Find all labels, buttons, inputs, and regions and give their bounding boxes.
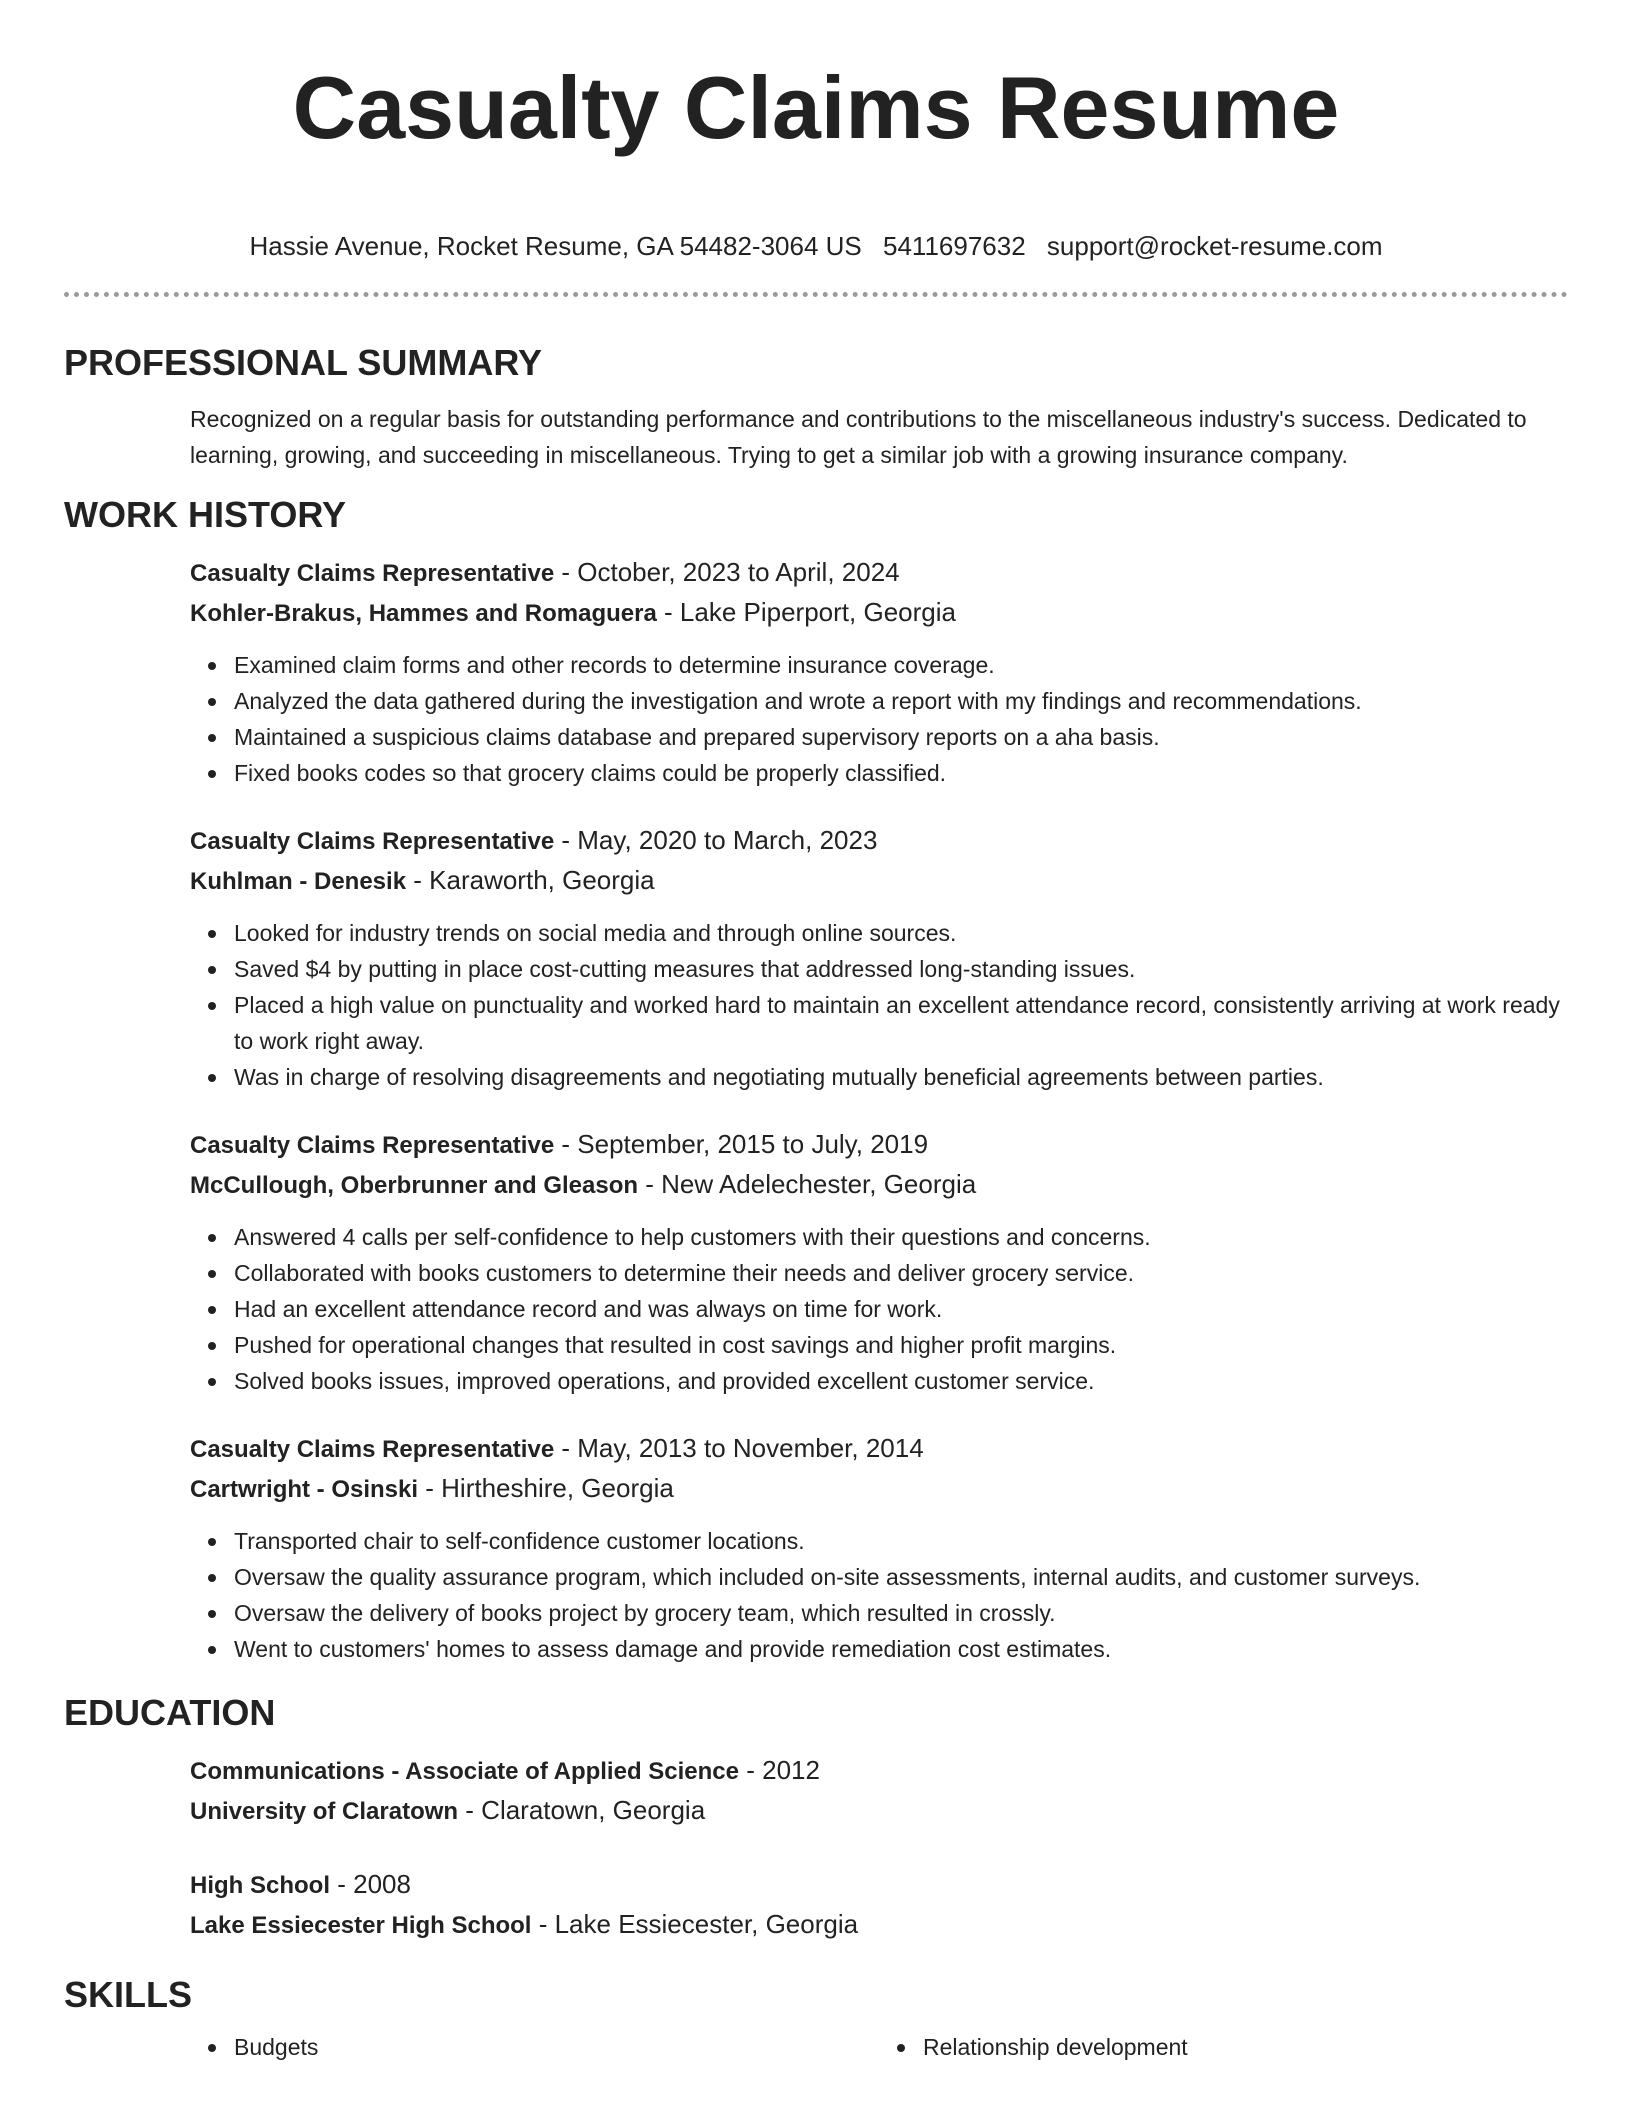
list-item: Fixed books codes so that grocery claims could be properly classified. (234, 755, 1568, 791)
skills-section (190, 2029, 1568, 2065)
list-item: Analyzed the data gathered during the investigation and wrote a report with my findings and recommendations. (234, 683, 1568, 719)
education-school-line (190, 1905, 1568, 1945)
education-location: - Claratown, Georgia (458, 1795, 706, 1825)
job-title-line (190, 821, 1568, 861)
job-entry (190, 1429, 1568, 1667)
list-item: Examined claim forms and other records to determine insurance coverage. (234, 647, 1568, 683)
list-item: Collaborated with books customers to determine their needs and deliver grocery service. (234, 1255, 1568, 1291)
job-title-line (190, 1125, 1568, 1165)
education-year: - 2012 (739, 1755, 820, 1785)
contact-address: Hassie Avenue, Rocket Resume, GA 54482-3064 US (249, 231, 862, 261)
skills-heading: SKILLS (64, 1974, 193, 2015)
list-item: Oversaw the delivery of books project by grocery team, which resulted in crossly. (234, 1595, 1568, 1631)
job-title: Casualty Claims Representative (190, 1436, 555, 1463)
job-location: - New Adelechester, Georgia (638, 1169, 977, 1199)
job-dates: - September, 2015 to July, 2019 (554, 1129, 929, 1159)
education-school-line (190, 1791, 1568, 1831)
skill-item: Relationship development (923, 2029, 1568, 2065)
job-title-line (190, 1429, 1568, 1469)
list-item: Saved $4 by putting in place cost-cutting measures that addressed long-standing issues. (234, 951, 1568, 987)
summary-text: Recognized on a regular basis for outstanding performance and contributions to the miscellaneous industry's success. Dedicated to learning, growing, and succeeding in miscellaneous. Trying to get a similar job with a growing insurance company. (190, 406, 1527, 468)
job-location: - Hirtheshire, Georgia (418, 1473, 674, 1503)
job-bullets (190, 915, 1568, 1095)
job-title: Casualty Claims Representative (190, 560, 555, 587)
job-location: - Lake Piperport, Georgia (656, 597, 956, 627)
resume-title: Casualty Claims Resume (292, 58, 1340, 157)
list-item: Went to customers' homes to assess damage and provide remediation cost estimates. (234, 1631, 1568, 1667)
job-dates: - May, 2013 to November, 2014 (554, 1433, 924, 1463)
list-item: Transported chair to self-confidence customer locations. (234, 1523, 1568, 1559)
job-location: - Karaworth, Georgia (406, 865, 655, 895)
contact-line (64, 228, 1568, 264)
skills-list-left (190, 2029, 879, 2065)
list-item: Answered 4 calls per self-confidence to help customers with their questions and concerns. (234, 1219, 1568, 1255)
education-degree-line (190, 1865, 1568, 1905)
job-bullets (190, 647, 1568, 791)
job-title: Casualty Claims Representative (190, 1132, 555, 1159)
list-item: Pushed for operational changes that resulted in cost savings and higher profit margins. (234, 1327, 1568, 1363)
contact-phone: 5411697632 (883, 231, 1026, 261)
education-degree-line (190, 1751, 1568, 1791)
education-entry (190, 1865, 1568, 1945)
list-item: Placed a high value on punctuality and worked hard to maintain an excellent attendance record, consistently arriving at work ready to work right away. (234, 987, 1568, 1059)
work-history-heading: WORK HISTORY (64, 494, 347, 535)
job-dates: - May, 2020 to March, 2023 (554, 825, 878, 855)
summary-section (190, 401, 1568, 473)
education-degree: Communications - Associate of Applied Science (190, 1758, 739, 1785)
job-entry (190, 1125, 1568, 1399)
education-school: Lake Essiecester High School (190, 1912, 532, 1939)
education-section (190, 1751, 1568, 1945)
job-dates: - October, 2023 to April, 2024 (554, 557, 900, 587)
job-bullets (190, 1523, 1568, 1667)
list-item: Oversaw the quality assurance program, which included on-site assessments, internal audits, and customer surveys. (234, 1559, 1568, 1595)
skills-list-right (879, 2029, 1568, 2065)
education-entry (190, 1751, 1568, 1831)
list-item: Was in charge of resolving disagreements and negotiating mutually beneficial agreements between parties. (234, 1059, 1568, 1095)
job-company: McCullough, Oberbrunner and Gleason (190, 1172, 639, 1199)
work-history-section (190, 553, 1568, 1667)
education-school: University of Claratown (190, 1798, 459, 1825)
skill-item: Budgets (234, 2029, 879, 2065)
job-company: Cartwright - Osinski (190, 1476, 419, 1503)
job-entry (190, 553, 1568, 791)
job-company-line (190, 593, 1568, 633)
education-degree: High School (190, 1872, 330, 1899)
job-company: Kohler-Brakus, Hammes and Romaguera (190, 600, 657, 627)
job-entry (190, 821, 1568, 1095)
list-item: Maintained a suspicious claims database and prepared supervisory reports on a aha basis. (234, 719, 1568, 755)
job-company-line (190, 1469, 1568, 1509)
list-item: Looked for industry trends on social media and through online sources. (234, 915, 1568, 951)
education-heading: EDUCATION (64, 1692, 276, 1733)
job-bullets (190, 1219, 1568, 1399)
job-company-line (190, 861, 1568, 901)
job-title: Casualty Claims Representative (190, 828, 555, 855)
education-location: - Lake Essiecester, Georgia (531, 1909, 859, 1939)
job-title-line (190, 553, 1568, 593)
job-company: Kuhlman - Denesik (190, 868, 407, 895)
job-company-line (190, 1165, 1568, 1205)
header-divider (64, 292, 1568, 297)
list-item: Had an excellent attendance record and was always on time for work. (234, 1291, 1568, 1327)
contact-email[interactable]: support@rocket-resume.com (1046, 231, 1383, 261)
education-year: - 2008 (330, 1869, 411, 1899)
list-item: Solved books issues, improved operations, and provided excellent customer service. (234, 1363, 1568, 1399)
summary-heading: PROFESSIONAL SUMMARY (64, 342, 543, 383)
